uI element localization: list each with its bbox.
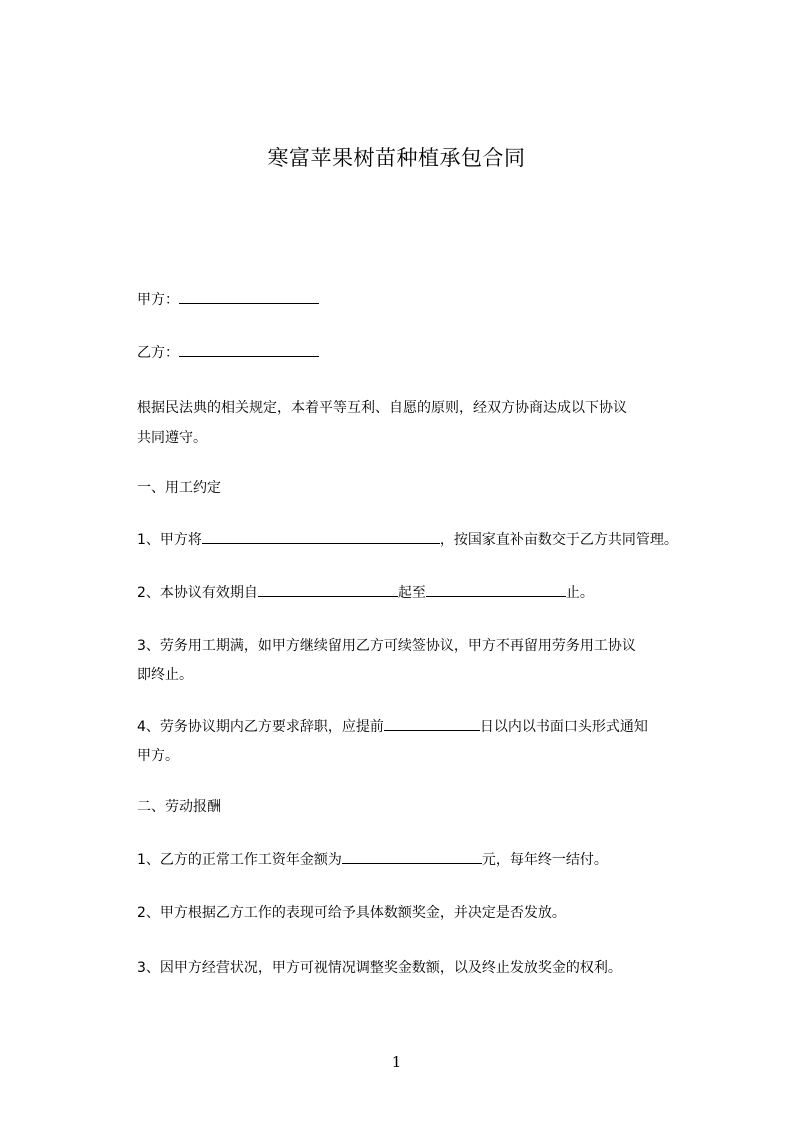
section1-item2 [137, 578, 594, 609]
section1-item4-suffix: 日以内以书面口头形式通知 [479, 719, 648, 735]
section1-item2-mid: 起至 [397, 585, 426, 601]
section1-item1 [137, 525, 678, 556]
section1-item4-line1 [137, 712, 648, 743]
section1-item1-suffix: ，按国家直补亩数交于乙方共同管理。 [439, 532, 678, 548]
intro-line-1: 根据民法典的相关规定，本着平等互利、自愿的原则，经双方协商达成以下协议 [137, 400, 627, 416]
section1-item3-line2: 即终止。 [137, 667, 193, 683]
page-number: 1 [391, 1053, 402, 1071]
section1-item3-line1: 3、劳务用工期满，如甲方继续留用乙方可续签协议，甲方不再留用劳务用工协议 [137, 638, 636, 654]
section2-item1-suffix: 元，每年终一结付。 [481, 852, 608, 868]
party-b-line [137, 338, 319, 369]
document-title: 寒富苹果树苗种植承包合同 [267, 146, 526, 170]
party-a-blank[interactable] [179, 286, 319, 304]
section2-item2: 2、甲方根据乙方工作的表现可给予具体数额奖金，并决定是否发放。 [137, 905, 566, 921]
section1-item4-line2: 甲方。 [137, 748, 179, 764]
notice-days-blank[interactable] [384, 713, 480, 731]
party-a-line [137, 285, 319, 316]
party-b-label: 乙方： [137, 345, 179, 361]
section2-item3: 3、因甲方经营状况，甲方可视情况调整奖金数额，以及终止发放奖金的权利。 [137, 960, 622, 976]
party-a-label: 甲方： [137, 292, 179, 308]
party-b-blank[interactable] [179, 339, 319, 357]
section1-item2-suffix: 止。 [565, 585, 594, 601]
land-blank[interactable] [202, 526, 440, 544]
intro-line-2: 共同遵守。 [137, 430, 207, 446]
section1-item1-prefix: 1、甲方将 [137, 532, 202, 548]
start-date-blank[interactable] [258, 579, 398, 597]
section1-item2-prefix: 2、本协议有效期自 [137, 585, 258, 601]
section2-item1-prefix: 1、乙方的正常工作工资年金额为 [137, 852, 342, 868]
end-date-blank[interactable] [426, 579, 566, 597]
section1-item4-prefix: 4、劳务协议期内乙方要求辞职，应提前 [137, 719, 384, 735]
salary-blank[interactable] [342, 846, 482, 864]
section2-item1 [137, 845, 608, 876]
section1-heading: 一、用工约定 [137, 480, 221, 496]
section2-heading: 二、劳动报酬 [137, 799, 221, 815]
